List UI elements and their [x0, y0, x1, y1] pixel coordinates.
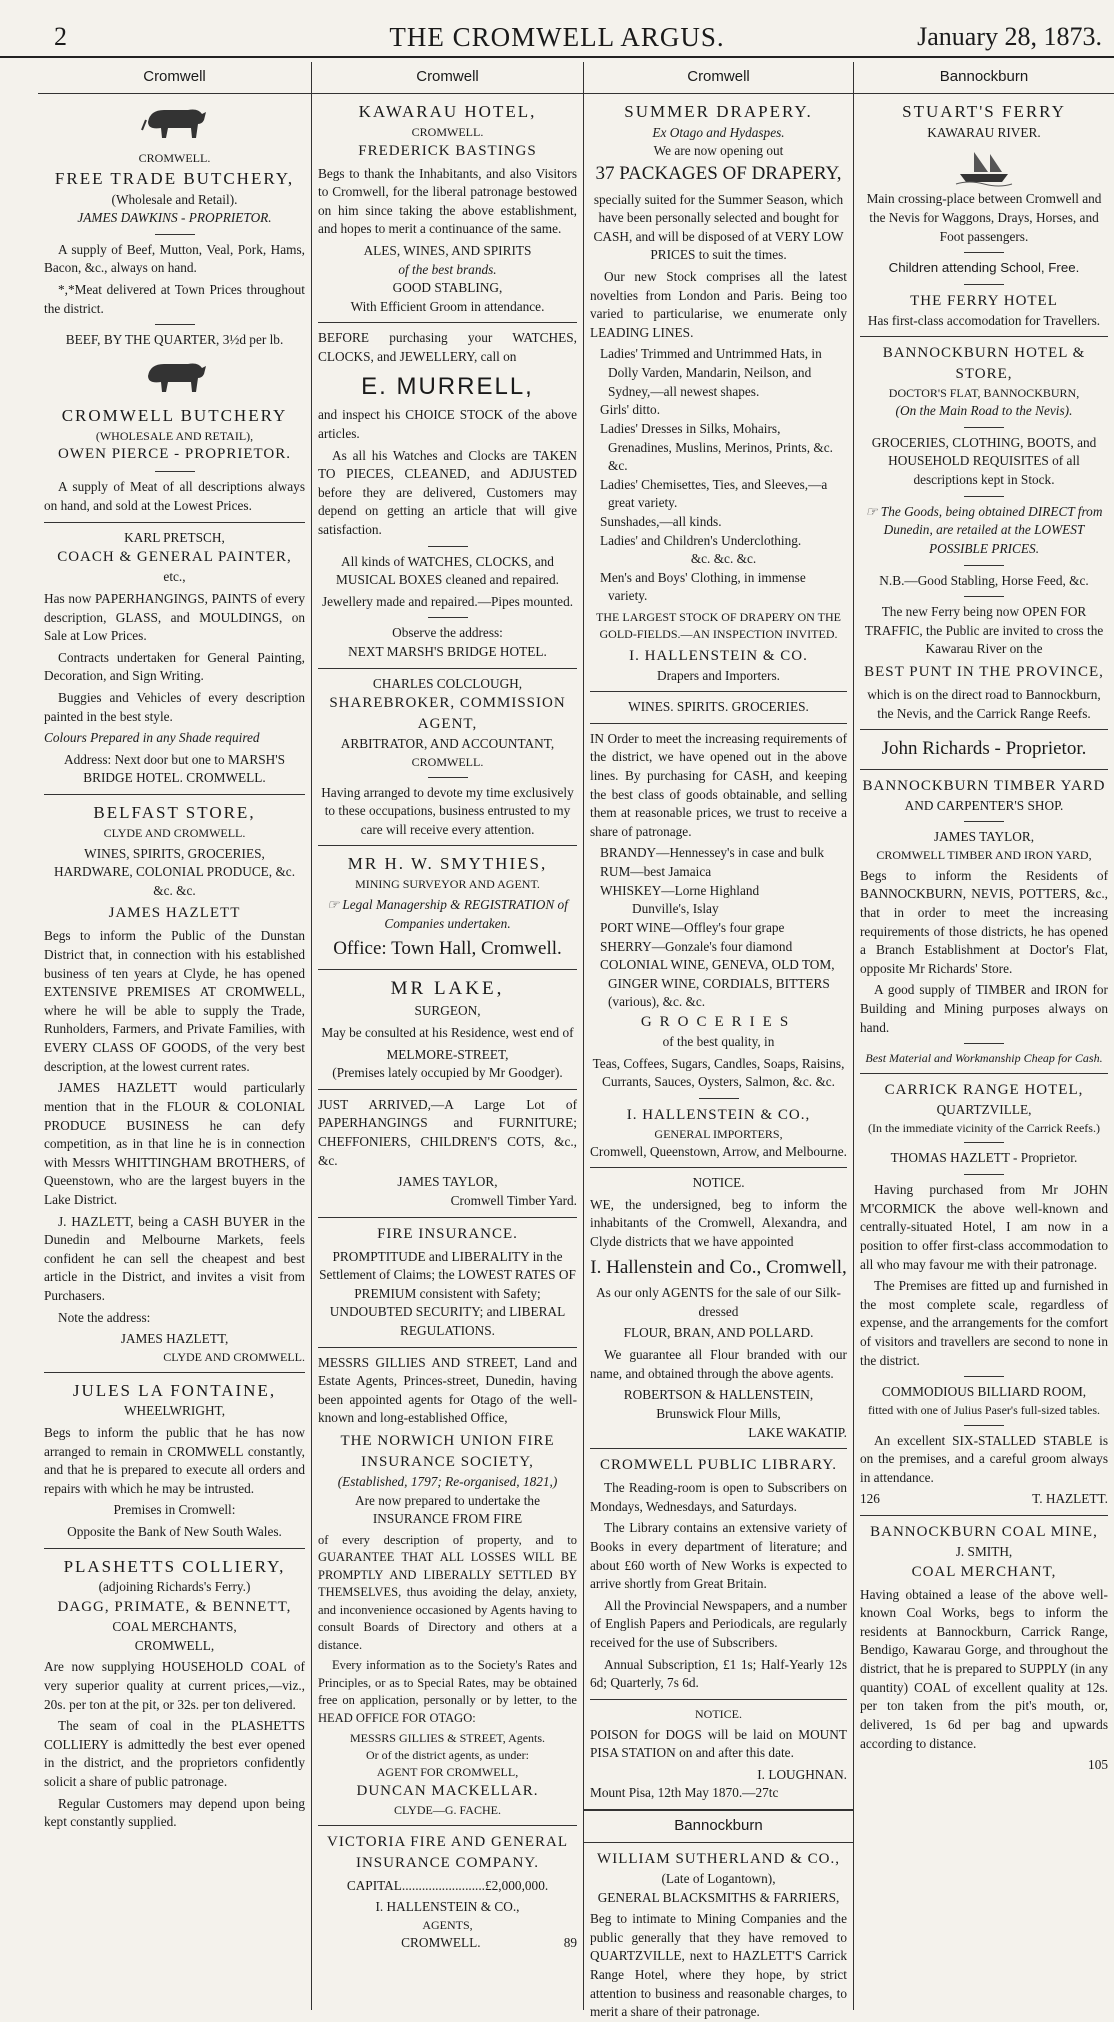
ad-text: Has first-class accomodation for Travellers. — [867, 312, 1101, 328]
divider — [964, 1142, 1004, 1143]
ad-text: WINES, SPIRITS, GROCERIES, HARDWARE, COLONIAL PRODUCE, &c. &c. &c. — [53, 845, 296, 898]
ad-text: COMMODIOUS BILLIARD ROOM, — [881, 1384, 1087, 1400]
ad-subtitle: QUARTZVILLE, — [936, 1102, 1032, 1118]
ad-text: Premises in Cromwell: — [113, 1502, 236, 1518]
ad-text: A supply of Meat of all descriptions always on hand, and sold at the Lowest Prices. — [44, 479, 305, 514]
ad-role: COAL MERCHANT, — [911, 1563, 1057, 1580]
ad-text: THE LARGEST STOCK OF DRAPERY ON THE GOLD-FIELDS.—AN INSPECTION INVITED. — [596, 610, 841, 641]
divider — [964, 565, 1004, 566]
ad-signature: CLYDE AND CROMWELL. — [163, 1349, 305, 1364]
ad-name: CHARLES COLCLOUGH, — [372, 675, 523, 691]
divider — [44, 794, 305, 795]
ad-title: WINES. SPIRITS. GROCERIES. — [628, 699, 809, 715]
divider — [590, 1167, 847, 1168]
ad-text: Begs to inform the Residents of BANNOCKBURN, NEVIS, POTTERS, &c., that in order to meet the increasing requirements of those districts, he has opened a Branch Establishment at Doctor's Flat, opposite Mr Richards' Store. — [860, 867, 1108, 976]
ad-text: INSURANCE FROM FIRE — [372, 1511, 523, 1527]
ad-title: CROMWELL BUTCHERY — [61, 405, 288, 425]
ad-signature: I. HALLENSTEIN & CO., — [626, 1106, 811, 1123]
ad-text: Best Material and Workmanship Cheap for Cash. — [865, 1051, 1103, 1066]
divider — [590, 1699, 847, 1700]
ad-title: NOTICE. — [695, 1706, 742, 1721]
ad-text: *,*Meat delivered at Town Prices throughout the district. — [44, 282, 305, 316]
ad-title: GROCERIES — [640, 1013, 797, 1030]
ad-title: BANNOCKBURN HOTEL & STORE, — [882, 345, 1086, 383]
divider — [860, 1073, 1108, 1074]
ad-text: JUST ARRIVED,—A Large Lot of PAPERHANGINGS and FURNITURE; CHEFFONIERS, CHILDREN'S COTS, &c., &c. — [318, 1096, 577, 1168]
ad-text: Having obtained a lease of the above well-known Coal Works, begs to inform the residents at Bannockburn, Carrick Range, Bendigo, Kawarau Gorge, and throughout the district, that he is prepared to SUPPLY (in any quantity) COAL of excellent quality at 12s. per ton taken from the pit's mouth, or, delivered, 1s 6d per bag and upwards according to distance. — [860, 1586, 1108, 1751]
bull-icon — [140, 354, 210, 400]
ad-text: MESSRS GILLIES & STREET, Agents. — [349, 1731, 546, 1746]
ad-signature: LAKE WAKATIP. — [748, 1424, 847, 1440]
ad-title: CROMWELL PUBLIC LIBRARY. — [600, 1457, 837, 1474]
ad-text: CAPITAL.........................£2,000,000. — [346, 1877, 549, 1893]
divider — [699, 1098, 739, 1099]
list-item: Sunshades,—all kinds. — [600, 513, 722, 529]
divider — [964, 427, 1004, 428]
ad-text: J. HAZLETT, being a CASH BUYER in the Dunedin and Melbourne Markets, feels confident he can sell the cheapest and best article in the District, and invites a visit from Purchasers. — [44, 1213, 305, 1303]
ad-text: Note the address: — [58, 1309, 151, 1325]
ad-name: I. HALLENSTEIN & CO., — [375, 1899, 520, 1915]
ad-text: ALES, WINES, AND SPIRITS — [363, 243, 532, 259]
column-3 — [584, 62, 854, 2020]
ad-text: Having purchased from Mr JOHN M'CORMICK the above well-known and centrally-situated Hotel, I am now in a position to offer first-class accommodation to all who may favour me with their patronage. — [860, 1182, 1108, 1272]
ad-address: Office: Town Hall, Cromwell. — [333, 938, 562, 960]
ad-text: and inspect his CHOICE STOCK of the above articles. — [318, 407, 577, 441]
divider — [318, 322, 577, 323]
ad-title: BANNOCKBURN COAL MINE, — [870, 1524, 1098, 1541]
ad-title: VICTORIA FIRE AND GENERAL INSURANCE COMPANY. — [327, 1833, 568, 1871]
ad-place-text: CROMWELL. — [401, 1934, 481, 1950]
divider — [318, 1825, 577, 1826]
ad-text: The new Ferry being now OPEN FOR TRAFFIC, the Public are invited to cross the Kawarau River on the — [864, 604, 1104, 657]
ad-text: The Premises are fitted up and furnished in the most complete scale, regardless of expense, and the arrangements for the comfort of visitors and travellers are second to none in the district. — [860, 1278, 1108, 1368]
ad-text: Or of the district agents, as under: — [366, 1748, 529, 1763]
ad-title: SHAREBROKER, COMMISSION AGENT, — [329, 695, 566, 733]
ad-subtitle: (On the Main Road to the Nevis). — [895, 403, 1073, 419]
ad-number: 89 — [563, 1934, 577, 1950]
ad-text: All the Provincial Newspapers, and a number of English Papers and Periodicals, are regularly received for the use of Subscribers. — [590, 1597, 847, 1650]
ad-text: The Library contains an extensive variety of Books in every department of literature; and about £60 worth of New Works is expected to arrive shortly from Great Britain. — [590, 1520, 847, 1592]
ad-place — [318, 1934, 577, 1953]
list-item: &c. &c. &c. — [690, 551, 757, 567]
ad-subtitle: (Wholesale and Retail). — [111, 191, 238, 207]
ad-text: fitted with one of Julius Paser's full-sized tables. — [867, 1402, 1101, 1417]
ad-title: STUART'S FERRY — [902, 102, 1066, 121]
ad-text: We are now opening out — [653, 143, 784, 159]
divider — [860, 1515, 1108, 1516]
ad-date: Mount Pisa, 12th May 1870.—27tc — [590, 1785, 779, 1801]
ad-place: CROMWELL. — [411, 124, 484, 139]
ad-text: MESSRS GILLIES AND STREET, Land and Estate Agents, Princes-street, Dunedin, having been appointed agents for Otago of the well-known and long-established Office, — [318, 1354, 577, 1426]
ad-text: (Premises lately occupied by Mr Goodger). — [332, 1065, 563, 1081]
divider — [860, 336, 1108, 337]
list-item: RUM—best Jamaica — [600, 864, 712, 880]
ad-subtitle: Ex Otago and Hydaspes. — [652, 124, 785, 140]
ad-text: Opposite the Bank of New South Wales. — [67, 1524, 282, 1540]
ad-subtitle: CROMWELL TIMBER AND IRON YARD, — [876, 847, 1092, 862]
ad-text: Children attending School, Free. — [888, 260, 1080, 276]
ad-place: CROMWELL. — [138, 151, 211, 165]
list-item: Ladies' Trimmed and Untrimmed Hats, in Dolly Varden, Mandarin, Neilson, and Sydney,—all newest shapes. — [600, 346, 822, 399]
ad-text: With Efficient Groom in attendance. — [350, 298, 545, 314]
ad-title: BANNOCKBURN TIMBER YARD — [862, 777, 1106, 794]
ad-text: Annual Subscription, £1 1s; Half-Yearly 12s 6d; Quarterly, 7s 6d. — [590, 1656, 847, 1691]
divider — [318, 969, 577, 970]
ad-role: AGENTS, — [422, 1917, 473, 1932]
ad-headline: 37 PACKAGES OF DRAPERY, — [595, 163, 842, 185]
ad-text: FLOUR, BRAN, AND POLLARD. — [623, 1325, 814, 1341]
ad-name: JAMES HAZLETT — [108, 905, 241, 922]
column-1 — [38, 62, 312, 2010]
bull-icon — [140, 100, 210, 146]
ad-text: Are now prepared to undertake the — [355, 1492, 540, 1508]
divider — [964, 1425, 1004, 1426]
ad-text: A good supply of TIMBER and IRON for Building and Mining purposes always on hand. — [860, 982, 1108, 1035]
ad-title: FIRE INSURANCE. — [377, 1225, 518, 1242]
ad-text: Begs to inform the public that he has now arranged to remain in CROMWELL constantly, and that he is prepared to execute all orders and repairs with which he may be intrusted. — [44, 1425, 305, 1496]
ad-place: CROMWELL, — [134, 1637, 215, 1653]
section-header: Bannockburn — [854, 62, 1114, 94]
ad-text: Colours Prepared in any Shade required — [44, 730, 260, 746]
ad-address: Address: Next door but one to MARSH'S BRIDGE HOTEL. CROMWELL. — [63, 751, 286, 786]
ad-text: Every information as to the Society's Rates and Principles, or as to Special Rates, may be obtained free on application, personally or by letter, to the HEAD OFFICE FOR OTAGO: — [318, 1658, 577, 1725]
ad-text: As our only AGENTS for the sale of our Silk-dressed — [596, 1285, 841, 1319]
list-item: Ladies' Chemisettes, Ties, and Sleeves,—a great variety. — [600, 476, 828, 511]
ad-signature: Drapers and Importers. — [657, 667, 780, 683]
column-2 — [312, 62, 584, 2010]
ad-text: ☞ Legal Managership & REGISTRATION of Companies undertaken. — [327, 897, 568, 931]
ad-text: Our new Stock comprises all the latest novelties from London and Paris. Being too varied to particularise, we enumerate only LEADING LINES. — [590, 269, 847, 340]
ad-signature: ROBERTSON & HALLENSTEIN, — [623, 1387, 814, 1403]
ad-number: 105 — [1088, 1757, 1108, 1773]
ad-text: AGENT FOR CROMWELL, — [376, 1764, 519, 1779]
divider — [964, 596, 1004, 597]
divider — [964, 1043, 1004, 1044]
ad-title: BELFAST STORE, — [93, 802, 256, 822]
divider — [318, 1347, 577, 1348]
ad-footer — [860, 1490, 1108, 1509]
ad-text: BEEF, BY THE QUARTER, 3½d per lb. — [65, 332, 284, 348]
ad-subtitle: CLYDE AND CROMWELL. — [103, 825, 246, 840]
ad-text: Main crossing-place between Cromwell and the Nevis for Waggons, Drays, Horses, and Foot passengers. — [866, 191, 1102, 244]
ad-title: JULES LA FONTAINE, — [72, 1380, 277, 1400]
divider — [428, 546, 468, 547]
ad-role: ARBITRATOR, AND ACCOUNTANT, — [340, 736, 555, 752]
ad-text: Teas, Coffees, Sugars, Candles, Soaps, Raisins, Currants, Sauces, Oysters, Salmon, &c. &c. — [592, 1055, 845, 1090]
ad-subtitle: KAWARAU RIVER. — [927, 124, 1041, 140]
drapery-list — [590, 345, 847, 606]
ad-title: SUMMER DRAPERY. — [624, 102, 813, 121]
ad-title: FREE TRADE BUTCHERY, — [54, 168, 295, 188]
ad-text: BEST PUNT IN THE PROVINCE, — [864, 663, 1104, 680]
ad-proprietor: OWEN PIERCE - PROPRIETOR. — [57, 446, 292, 463]
ad-signature: JAMES HAZLETT, — [120, 1331, 229, 1347]
ad-text: WE, the undersigned, beg to inform the inhabitants of the Cromwell, Alexandra, and Clyde districts that we have appointed — [590, 1196, 847, 1250]
section-header: Cromwell — [584, 62, 853, 94]
ad-signature: Cromwell Timber Yard. — [450, 1192, 577, 1208]
ad-subtitle: DOCTOR'S FLAT, BANNOCKBURN, — [888, 386, 1080, 401]
ad-name: I. Hallenstein and Co., Cromwell, — [590, 1256, 847, 1278]
ad-name: KARL PRETSCH, — [124, 529, 225, 545]
ad-text: THE FERRY HOTEL — [910, 292, 1058, 309]
divider — [44, 1548, 305, 1549]
ad-text: Are now supplying HOUSEHOLD COAL of very superior quality at current prices,—viz., 20s. per ton at the pit, or 32s. per ton delivered. — [44, 1659, 305, 1712]
ad-text: The Reading-room is open to Subscribers on Mondays, Wednesdays, and Saturdays. — [590, 1480, 847, 1514]
page-number: 2 — [54, 22, 67, 51]
ad-title: MR LAKE, — [390, 977, 505, 999]
ad-text: Jewellery made and repaired.—Pipes mounted. — [321, 593, 574, 609]
newspaper-title: THE CROMWELL ARGUS. — [389, 22, 725, 52]
divider — [964, 821, 1004, 822]
ad-text: N.B.—Good Stabling, Horse Feed, &c. — [879, 572, 1089, 588]
ad-subtitle: MINING SURVEYOR AND AGENT. — [355, 877, 540, 892]
ad-text: An excellent SIX-STALLED STABLE is on the premises, and a careful groom always in attendance. — [860, 1432, 1108, 1485]
divider — [964, 1376, 1004, 1377]
ad-text: JAMES HAZLETT would particularly mention that in the FLOUR & COLONIAL PRODUCE BUSINESS he can defy competition, as in that line he is in connection with Messrs WHITTINGHAM BROTHERS, of Queenstown, who are the largest buyers in the Lake District. — [44, 1080, 305, 1207]
ad-text: As all his Watches and Clocks are TAKEN TO PIECES, CLEANED, and ADJUSTED before they are delivered, Customers may depend on getting an article that will give satisfaction. — [318, 447, 577, 537]
divider — [590, 1448, 847, 1449]
ad-text: We guarantee all Flour branded with our name, and obtained through the above agents. — [590, 1347, 847, 1381]
ad-subtitle: AND CARPENTER'S SHOP. — [904, 797, 1064, 813]
ad-text: Having arranged to devote my time exclusively to these occupations, business entrusted to my care will receive every attention. — [321, 784, 574, 837]
divider — [860, 769, 1108, 770]
ad-role: GENERAL BLACKSMITHS & FARRIERS, — [597, 1889, 840, 1905]
ad-text: of the best brands. — [398, 261, 497, 277]
ad-proprietor: THOMAS HAZLETT - Proprietor. — [890, 1150, 1078, 1166]
ad-text: Begs to thank the Inhabitants, and also Visitors to Cromwell, for the liberal patronage bestowed on him since taking the above establishment, and hopes to merit a continuance of the same. — [318, 165, 577, 237]
divider — [318, 1089, 577, 1090]
list-item: Girls' ditto. — [600, 402, 661, 418]
ad-title: CARRICK RANGE HOTEL, — [884, 1082, 1084, 1099]
ad-signature: I. LOUGHNAN. — [757, 1766, 847, 1782]
divider — [964, 252, 1004, 253]
ad-name: DUNCAN MACKELLAR. — [356, 1782, 539, 1799]
section-header: Cromwell — [312, 62, 583, 94]
ad-name: DAGG, PRIMATE, & BENNETT, — [57, 1599, 292, 1616]
ad-address: NEXT MARSH'S BRIDGE HOTEL. — [348, 643, 547, 659]
ad-text: which is on the direct road to Bannockburn, the Nevis, and the Carrick Range Reefs. — [867, 686, 1101, 721]
ad-text: ☞ The Goods, being obtained DIRECT from Dunedin, are retailed at the LOWEST POSSIBLE PRICES. — [865, 503, 1103, 556]
list-item: Men's and Boys' Clothing, in immense variety. — [600, 569, 806, 604]
ad-name: FREDERICK BASTINGS — [358, 142, 537, 159]
ad-signature: GENERAL IMPORTERS, — [654, 1126, 783, 1141]
ad-text: GOOD STABLING, — [392, 280, 503, 296]
list-item: Dunville's, Islay — [632, 901, 719, 917]
divider — [860, 729, 1108, 730]
ad-subtitle: WHEELWRIGHT, — [123, 1403, 226, 1419]
list-item: SHERRY—Gonzale's four diamond — [600, 938, 793, 954]
ad-proprietor: JAMES DAWKINS - PROPRIETOR. — [77, 210, 272, 226]
ad-name: THE NORWICH UNION FIRE INSURANCE SOCIETY, — [340, 1433, 555, 1471]
divider — [964, 1174, 1004, 1175]
divider — [590, 691, 847, 692]
ad-title: PLASHETTS COLLIERY, — [63, 1556, 286, 1576]
ad-signature: Brunswick Flour Mills, — [656, 1405, 781, 1421]
ad-text: Buggies and Vehicles of every description painted in the best style. — [44, 689, 305, 724]
ad-text: IN Order to meet the increasing requirements of the district, we have opened out in the above lines. By purchasing for CASH, and keeping the best class of goods obtainable, and selling them at reasonable prices, we trust to receive a share of patronage. — [590, 730, 847, 839]
ad-text: of the best quality, in — [662, 1033, 775, 1049]
list-item: Ladies' Dresses in Silks, Mohairs, Grenadines, Muslins, Merinos, Prints, &c. &c. — [600, 420, 833, 474]
list-item: COLONIAL WINE, GENEVA, OLD TOM, GINGER WINE, CORDIALS, BITTERS (various), &c. &c. — [600, 957, 835, 1010]
ad-subtitle: etc., — [163, 569, 186, 585]
ad-subtitle: (adjoining Richards's Ferry.) — [98, 1579, 251, 1595]
divider — [155, 234, 195, 235]
divider — [44, 1372, 305, 1373]
ad-title: COACH & GENERAL PAINTER, — [57, 549, 292, 566]
column-4 — [854, 62, 1114, 2010]
ad-title: KAWARAU HOTEL, — [358, 102, 537, 121]
divider — [590, 723, 847, 724]
divider — [318, 668, 577, 669]
ad-text: Contracts undertaken for General Painting, Decoration, and Sign Writing. — [44, 649, 305, 684]
section-header: Cromwell — [38, 62, 311, 94]
ad-text: Has now PAPERHANGINGS, PAINTS of every description, GLASS, and MOULDINGS, on Sale at Low Prices. — [44, 590, 305, 644]
ship-icon — [954, 146, 1014, 186]
ad-name: JAMES TAYLOR, — [397, 1174, 498, 1190]
ad-text: specially suited for the Summer Season, which have been personally selected and bought for CASH, and will be disposed of at VERY LOW PRICES to suit the times. — [593, 191, 844, 263]
ad-subtitle: (WHOLESALE AND RETAIL), — [95, 428, 254, 443]
divider — [155, 471, 195, 472]
ad-signature: Cromwell, Queenstown, Arrow, and Melbourne. — [590, 1143, 847, 1159]
section-header: Bannockburn — [584, 1809, 853, 1843]
ad-signature: I. HALLENSTEIN & CO. — [629, 647, 808, 664]
ad-number: 126 — [860, 1491, 880, 1507]
divider — [318, 1217, 577, 1218]
divider — [964, 496, 1004, 497]
list-item: Ladies' and Children's Underclothing. — [600, 532, 802, 548]
issue-date: January 28, 1873. — [917, 22, 1102, 51]
divider — [428, 617, 468, 618]
ad-role: COAL MERCHANTS, — [112, 1619, 237, 1635]
ad-subtitle: (Late of Logantown), — [661, 1871, 776, 1887]
ad-subtitle: SURGEON, — [414, 1003, 481, 1019]
ad-text: Regular Customers may depend upon being kept constantly supplied. — [44, 1795, 305, 1830]
masthead — [0, 0, 1114, 58]
ad-text: BEFORE purchasing your WATCHES, CLOCKS, and JEWELLERY, call on — [318, 330, 577, 365]
ad-text: A supply of Beef, Mutton, Veal, Pork, Hams, Bacon, &c., always on hand. — [44, 241, 305, 276]
ad-text: All kinds of WATCHES, CLOCKS, and MUSICAL BOXES cleaned and repaired. — [336, 553, 559, 588]
ad-text: (Established, 1797; Re-organised, 1821,) — [337, 1474, 558, 1490]
ad-text: POISON for DOGS will be laid on MOUNT PISA STATION on and after this date. — [590, 1726, 847, 1761]
liquor-list — [590, 844, 847, 1011]
ad-text: Observe the address: — [392, 625, 503, 641]
ad-name: E. MURRELL, — [361, 372, 534, 400]
ad-text: GROCERIES, CLOTHING, BOOTS, and HOUSEHOLD REQUISITES of all descriptions kept in Stock. — [871, 434, 1097, 488]
divider — [155, 324, 195, 325]
ad-title: WILLIAM SUTHERLAND & CO., — [597, 1851, 840, 1868]
ad-text: May be consulted at his Residence, west end of — [321, 1025, 574, 1041]
ad-name: J. SMITH, — [955, 1544, 1013, 1560]
ad-title: NOTICE. — [692, 1175, 745, 1191]
ad-text: Begs to inform the Public of the Dunstan District that, in connection with his established business of ten years at Clyde, he has opened EXTENSIVE PREMISES AT CROMWELL, where he will be able to supply the Trade, Runholders, Farmers, and Private Families, with EVERY CLASS OF GOODS, of the very best description, at the lowest current rates. — [44, 928, 305, 1074]
ad-title: MR H. W. SMYTHIES, — [347, 854, 548, 874]
ad-signature: T. HAZLETT. — [1032, 1491, 1108, 1507]
ad-proprietor: John Richards - Proprietor. — [881, 738, 1087, 760]
divider — [964, 284, 1004, 285]
divider — [318, 845, 577, 846]
ad-text: PROMPTITUDE and LIBERALITY in the Settlement of Claims; the LOWEST RATES OF PREMIUM consistent with Safety; UNDOUBTED SECURITY; and LIBERAL REGULATIONS. — [319, 1248, 576, 1338]
ad-text: CLYDE—G. FACHE. — [394, 1802, 501, 1817]
ad-text: The seam of coal in the PLASHETTS COLLIERY is admittedly the best ever opened in the district, and the proprietors confidently solicit a share of public patronage. — [44, 1718, 305, 1789]
ad-text: MELMORE-STREET, — [386, 1046, 509, 1062]
list-item: BRANDY—Hennessey's in case and bulk — [600, 845, 824, 861]
ad-place: CROMWELL. — [411, 754, 484, 769]
divider — [428, 777, 468, 778]
list-item: WHISKEY—Lorne Highland — [600, 882, 760, 898]
ad-text: Beg to intimate to Mining Companies and the public generally that they have removed to QUARTZVILLE, next to HAZLETT'S Carrick Range Hotel, where they hope, by strict attention to business and reasonable charges, to merit a share of their patronage. — [590, 1911, 847, 2020]
divider — [44, 522, 305, 523]
list-item: PORT WINE—Offley's four grape — [600, 919, 785, 935]
ad-name: JAMES TAYLOR, — [933, 829, 1035, 845]
ad-text: of every description of property, and to GUARANTEE THAT ALL LOSSES WILL BE PROMPTLY AND LIBERALLY SETTLED BY THEMSELVES, thus avoiding the delay, anxiety, and inconvenience occasioned by Agents having to consult Boards of Directory and others at a distance. — [318, 1532, 577, 1652]
ad-subtitle: (In the immediate vicinity of the Carrick Reefs.) — [868, 1120, 1100, 1135]
